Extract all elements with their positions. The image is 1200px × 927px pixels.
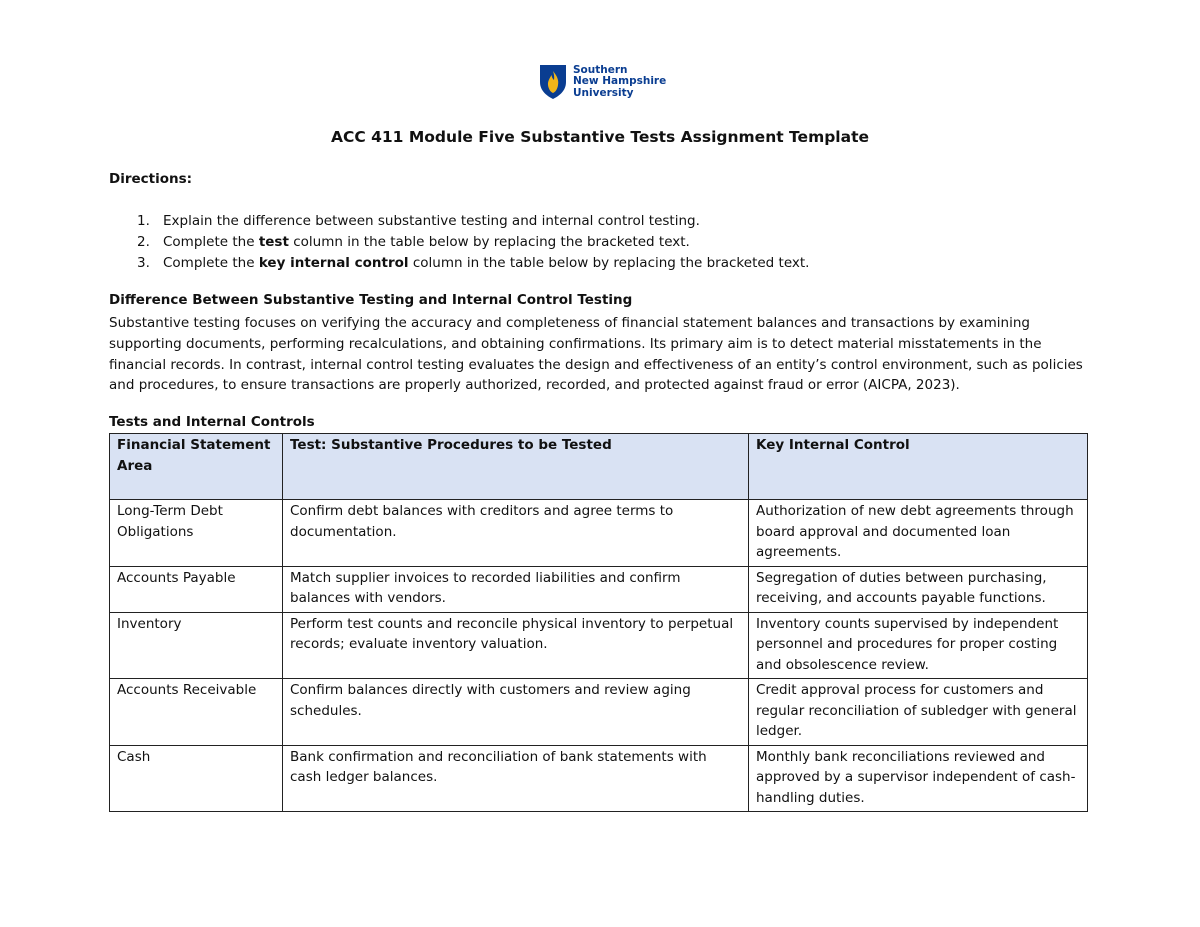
cell-test: Perform test counts and reconcile physical inventory to perpetual records; evaluate inventory valuation. [283,612,749,679]
direction-text: Complete the [163,234,259,250]
logo-line-3: University [573,86,634,99]
table-row [110,745,1088,812]
direction-text: Explain the difference between substantive testing and internal control testing. [163,213,700,229]
difference-heading: Difference Between Substantive Testing and Internal Control Testing [109,292,633,308]
direction-emphasis: key internal control [258,255,409,271]
column-header-control: Key Internal Control [749,434,1088,500]
table-row [110,612,1088,679]
direction-item [109,211,809,232]
difference-paragraph: Substantive testing focuses on verifying the accuracy and completeness of financial statement balances and transactions by examining supporting documents, performing recalculations, and obtaining confirmations. Its primary aim is to detect material misstatements in the financial records. In contrast, internal control testing evaluates the design and effectiveness of an entity’s control environment, such as policies and procedures, to ensure transactions are properly authorized, recorded, and protected against fraud or error (AICPA, 2023). [109,315,1083,394]
cell-control: Inventory counts supervised by independent personnel and procedures for proper costing and obsolescence review. [749,612,1088,679]
table-header-row [110,434,1088,500]
cell-test: Match supplier invoices to recorded liabilities and confirm balances with vendors. [283,566,749,612]
tests-controls-table [109,433,1088,812]
direction-number: 2. [137,234,150,250]
cell-test: Confirm balances directly with customers and review aging schedules. [283,679,749,746]
direction-text: column in the table below by replacing the bracketed text. [408,255,810,271]
cell-area: Inventory [110,612,283,679]
cell-test: Bank confirmation and reconciliation of bank statements with cash ledger balances. [283,745,749,812]
cell-test: Confirm debt balances with creditors and agree terms to documentation. [283,500,749,567]
cell-area: Accounts Payable [110,566,283,612]
direction-number: 1. [137,213,150,229]
table-row [110,679,1088,746]
table-row [110,566,1088,612]
logo-wordmark [573,65,666,100]
column-header-area: Financial Statement Area [110,434,283,500]
cell-area: Accounts Receivable [110,679,283,746]
shield-flame-icon [539,64,567,100]
cell-control: Monthly bank reconciliations reviewed and approved by a supervisor independent of cash-handling duties. [749,745,1088,812]
cell-control: Credit approval process for customers and regular reconciliation of subledger with general ledger. [749,679,1088,746]
table-row [110,500,1088,567]
document-title: ACC 411 Module Five Substantive Tests Assignment Template [330,128,870,146]
direction-number: 3. [137,255,150,271]
cell-control: Segregation of duties between purchasing, receiving, and accounts payable functions. [749,566,1088,612]
direction-emphasis: test [258,234,289,250]
logo-line-1: Southern [573,63,628,76]
direction-text: column in the table below by replacing the bracketed text. [288,234,690,250]
cell-control: Authorization of new debt agreements through board approval and documented loan agreements. [749,500,1088,567]
university-logo [539,64,666,100]
cell-area: Cash [110,745,283,812]
direction-item [109,253,809,274]
direction-item [109,232,809,253]
cell-area: Long-Term Debt Obligations [110,500,283,567]
directions-label: Directions: [109,171,193,187]
column-header-test: Test: Substantive Procedures to be Tested [283,434,749,500]
logo-line-2: New Hampshire [573,75,667,88]
table-heading: Tests and Internal Controls [109,414,315,430]
directions-list [109,211,809,274]
direction-text: Complete the [163,255,259,271]
